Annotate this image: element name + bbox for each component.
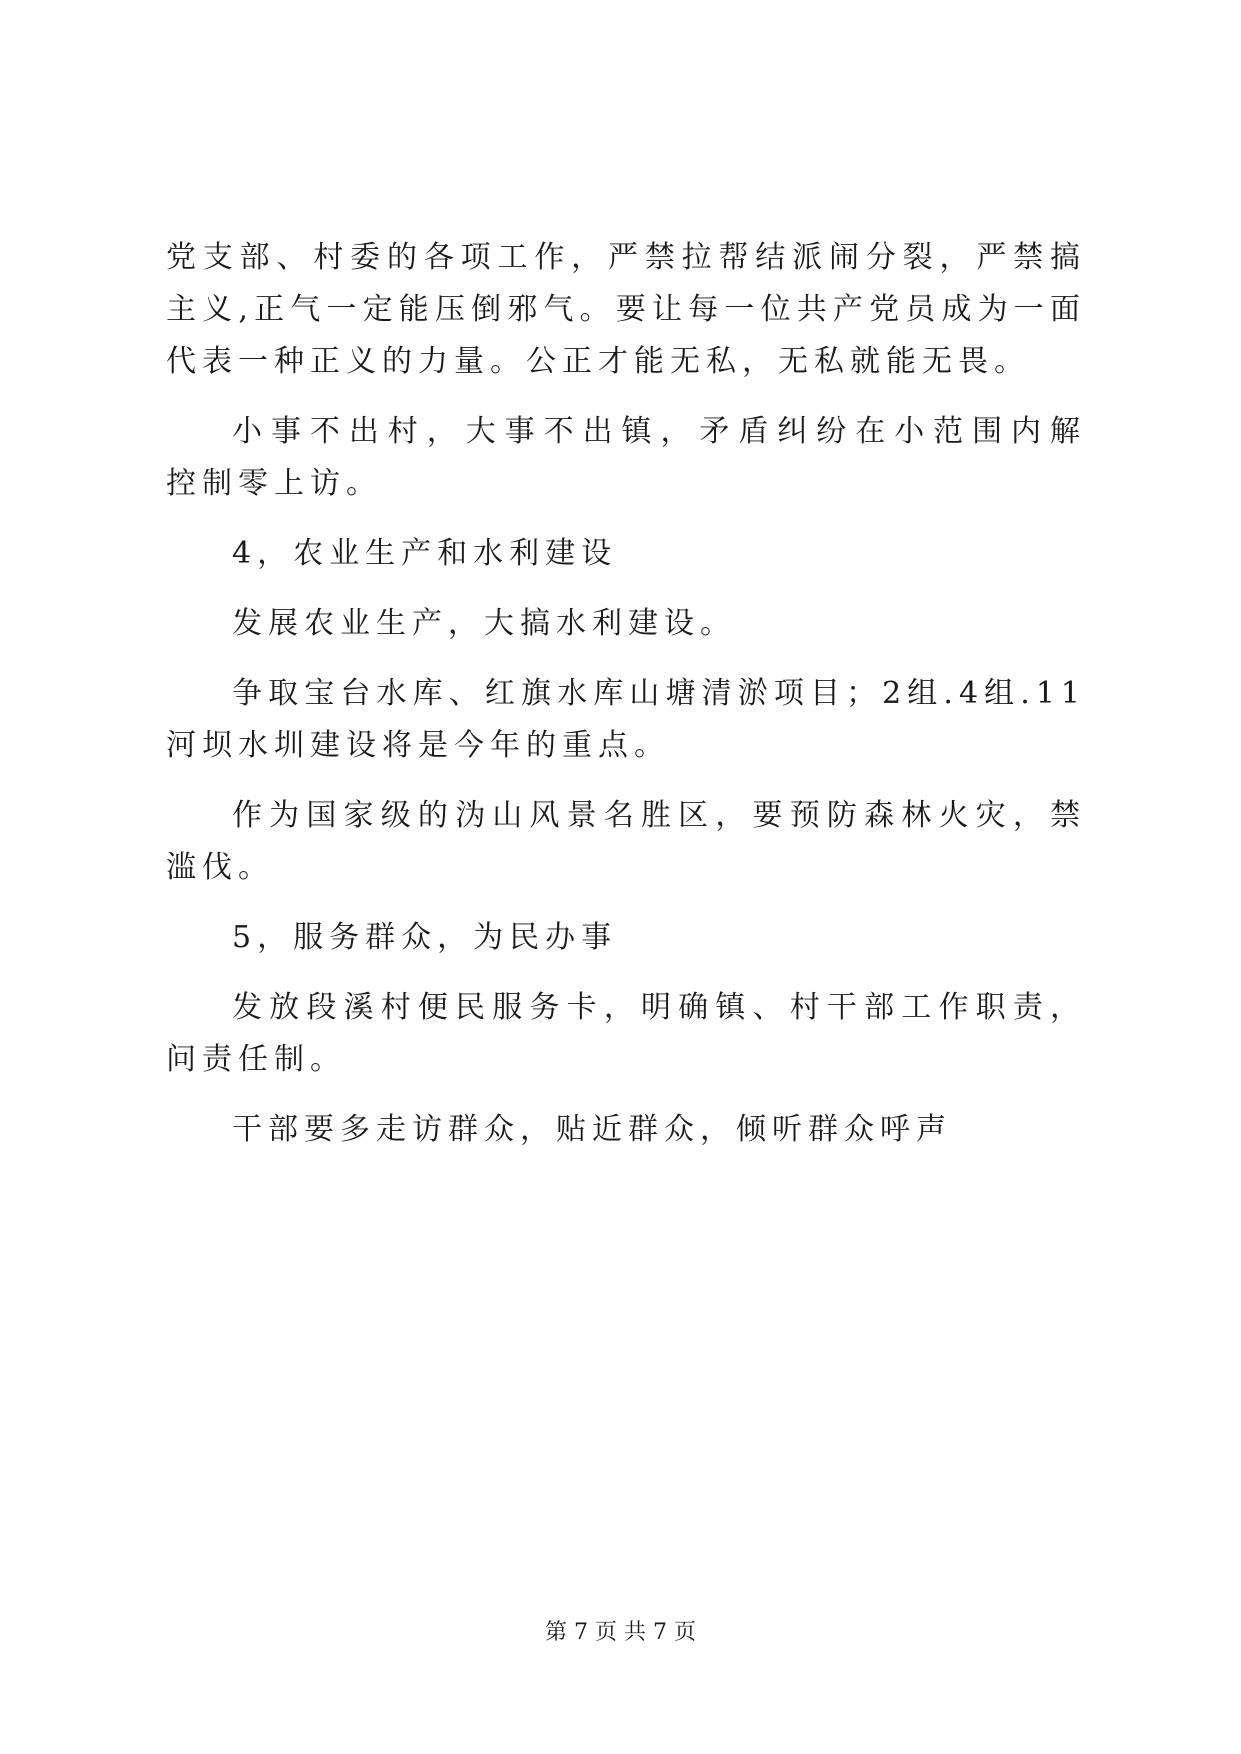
- paragraph: [166, 598, 1086, 650]
- text-line: 河坝水圳建设将是今年的重点。: [166, 728, 670, 763]
- text-line: 争取宝台水库、红旗水库山塘清淤项目；2组.4组.11: [232, 676, 1086, 711]
- text-line: 发展农业生产，大搞水利建设。: [232, 606, 736, 641]
- text-line: 滥伐。: [166, 850, 274, 885]
- document-body: [166, 232, 1086, 1156]
- text-line: 问责任制。: [166, 1042, 346, 1077]
- paragraph: [166, 668, 1086, 772]
- text-line: 干部要多走访群众，贴近群众，倾听群众呼声: [232, 1112, 952, 1147]
- text-line: 控制零上访。: [166, 466, 382, 501]
- paragraph: [166, 232, 1086, 388]
- text-line: 代表一种正义的力量。公正才能无私，无私就能无畏。: [166, 344, 1030, 379]
- text-line: 党支部、村委的各项工作，严禁拉帮结派闹分裂，严禁搞: [166, 240, 1086, 275]
- paragraph: [166, 406, 1086, 510]
- paragraph: [166, 1104, 1086, 1156]
- text-line: 发放段溪村便民服务卡，明确镇、村干部工作职责，: [232, 990, 1086, 1025]
- text-line: 主义,正气一定能压倒邪气。要让每一位共产党员成为一面: [166, 292, 1086, 327]
- paragraph: [166, 982, 1086, 1086]
- text-line: 5，服务群众，为民办事: [232, 920, 618, 955]
- text-line: 作为国家级的沩山风景名胜区，要预防森林火灾，禁: [232, 798, 1086, 833]
- text-line: 4，农业生产和水利建设: [232, 536, 618, 571]
- text-line: 小事不出村，大事不出镇，矛盾纠纷在小范围内解: [232, 414, 1086, 449]
- section-heading: [166, 528, 1086, 580]
- section-heading: [166, 912, 1086, 964]
- paragraph: [166, 790, 1086, 894]
- page-number-footer: 第 7 页 共 7 页: [545, 1620, 696, 1645]
